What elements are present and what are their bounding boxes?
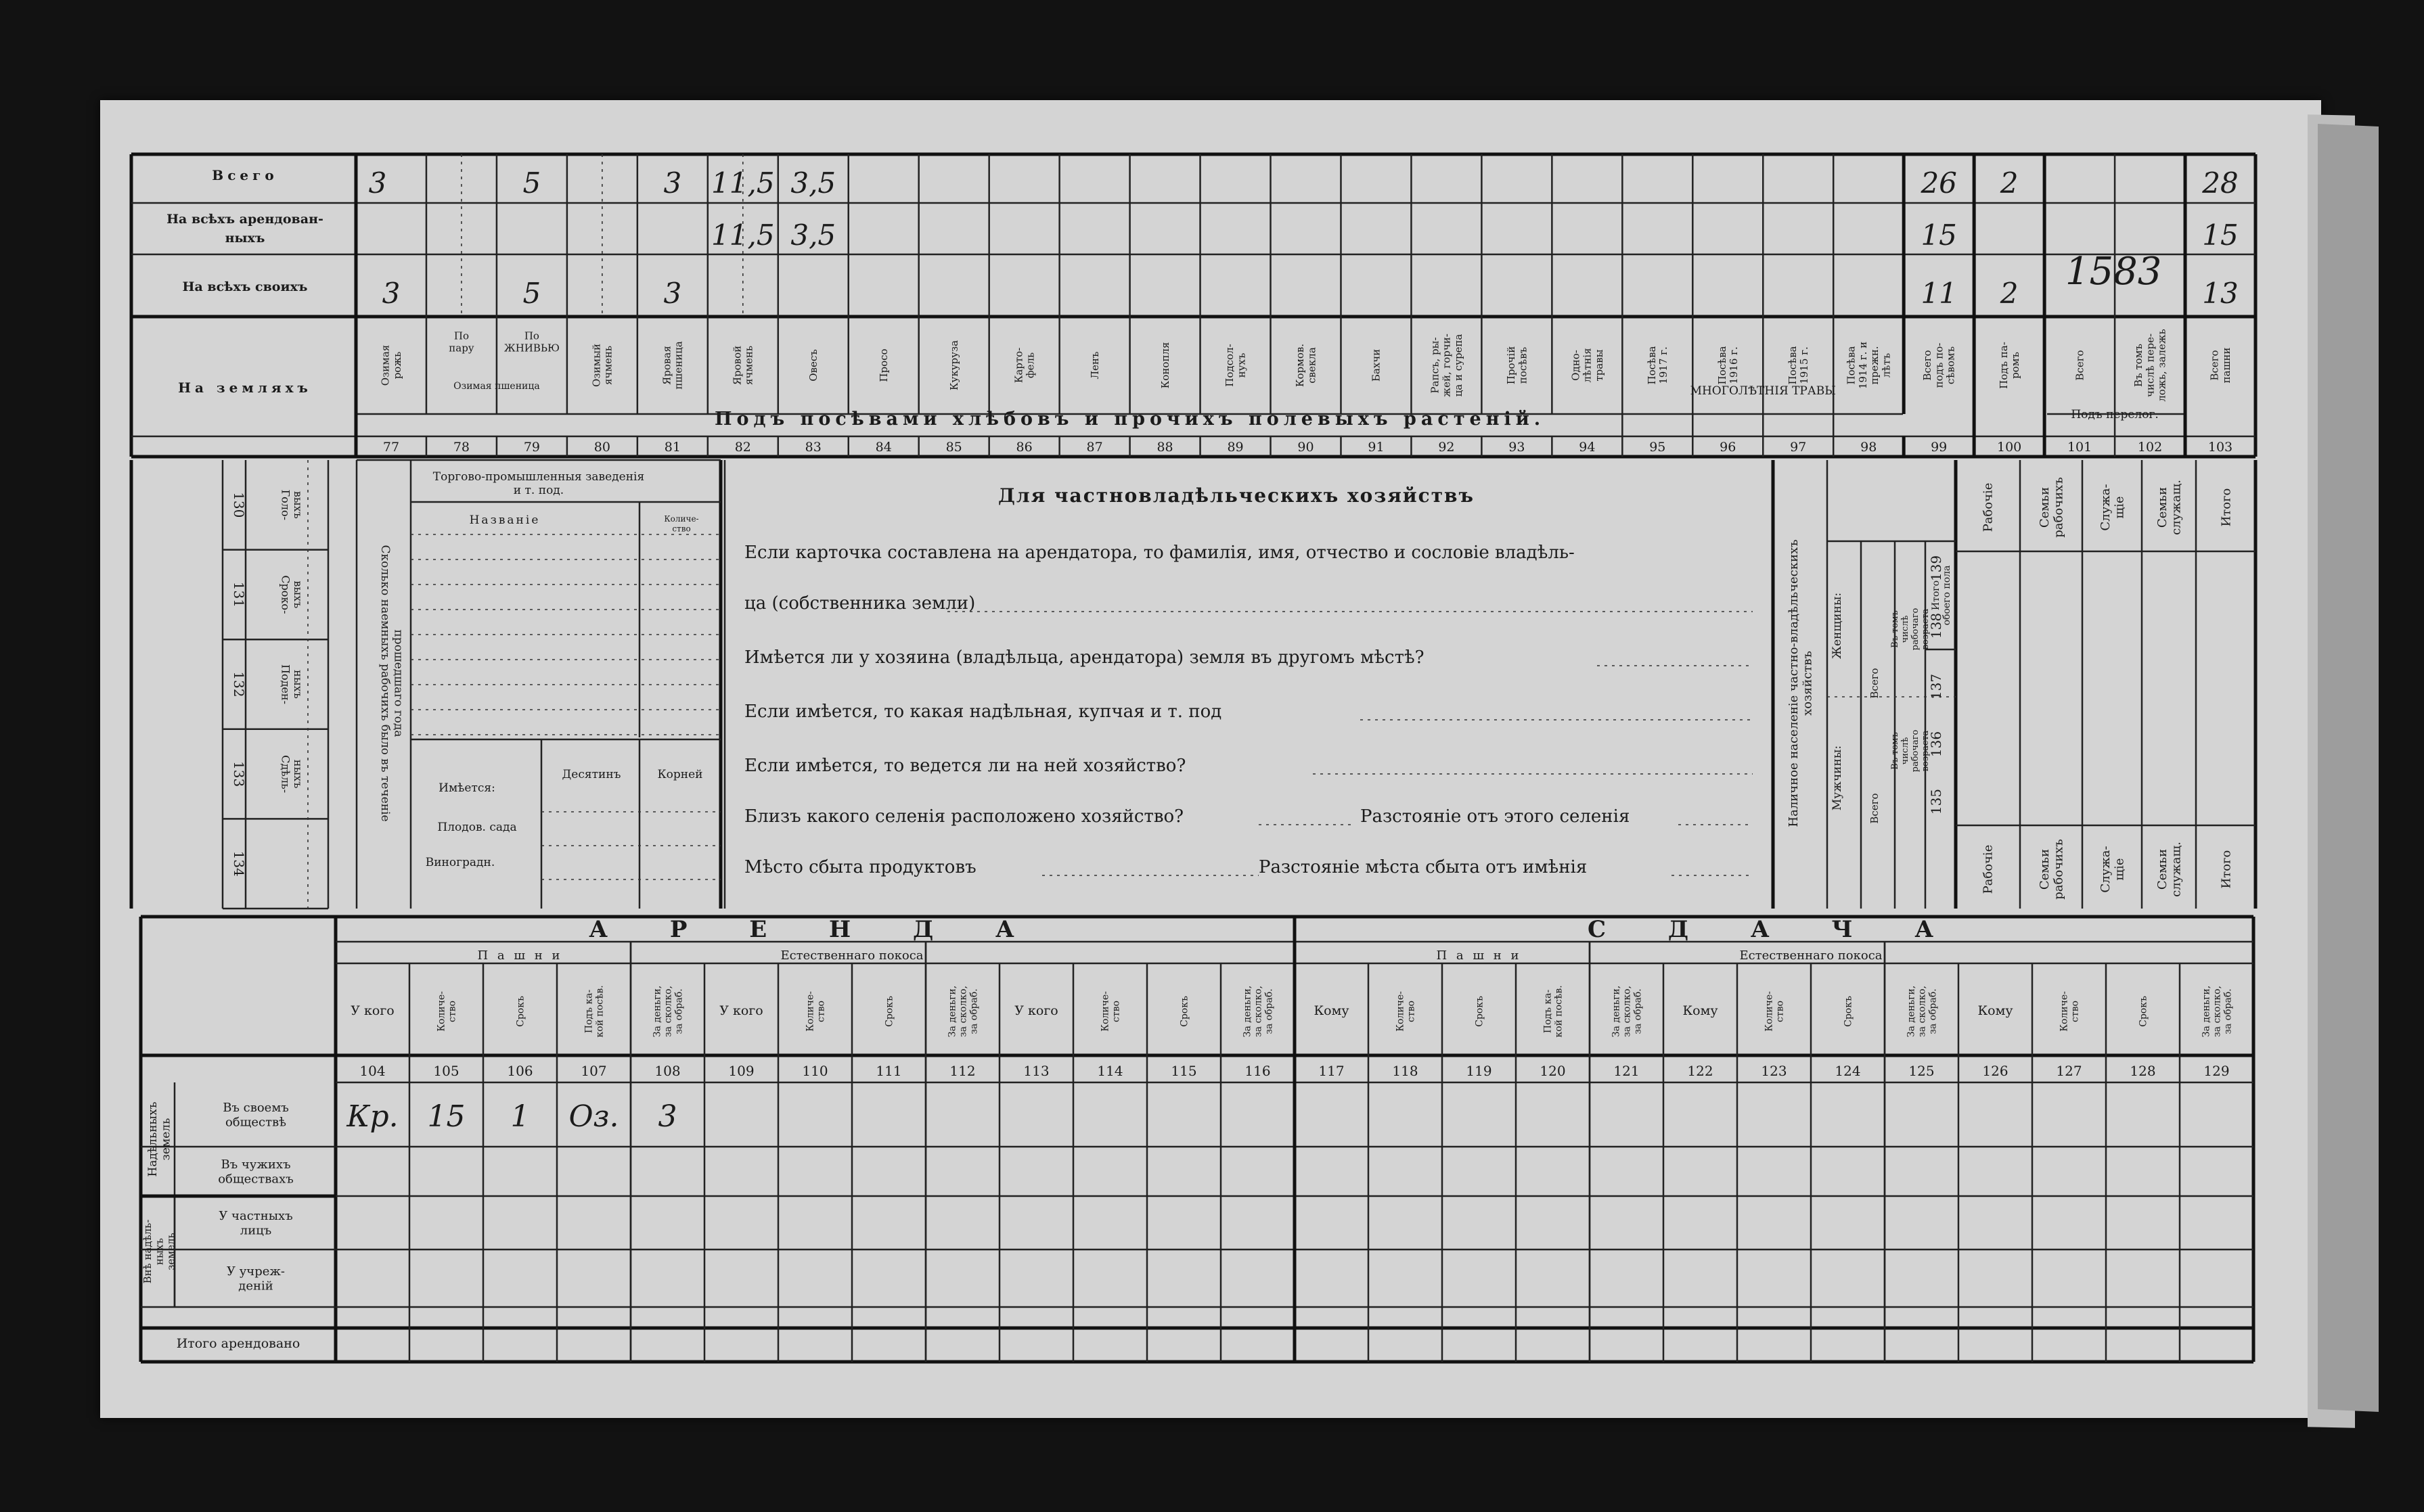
bottom-col-head: Количе- (2059, 991, 2070, 1032)
bottom-col-head: за сколко, (2212, 986, 2223, 1037)
col-head: Посѣва (1715, 346, 1728, 385)
pod-perelog: Подъ перелог. (2071, 408, 2159, 421)
right-head: щiе (2112, 496, 2127, 519)
bottom-col-num: 108 (654, 1063, 681, 1079)
bottom-col-num: 119 (1466, 1063, 1492, 1079)
sdacha-title: С Д А Ч А (1587, 916, 1961, 943)
row-label: Въ чужихъ (221, 1158, 291, 1172)
men-label: Мужчины: (1831, 745, 1844, 811)
korney: Корней (657, 768, 703, 781)
bottom-col-head: за сколко, (1916, 986, 1928, 1037)
row-label: Въ своемъ (223, 1101, 289, 1115)
bottom-col-head: Подъ ка- (583, 989, 595, 1034)
pashni-label: П а ш н и (1436, 948, 1522, 963)
handwritten-entry: 5 (522, 166, 541, 200)
vne-label: ныхъ (153, 1238, 166, 1265)
col-head: 1915 г. (1798, 346, 1811, 384)
bottom-col-head: Срокъ (1843, 996, 1854, 1027)
col-head: Озимая (379, 344, 392, 386)
handwritten-entry: 3,5 (790, 166, 836, 200)
question: Разстоянiе отъ этого селенiя (1360, 806, 1630, 827)
question: Если имѣется, то ведется ли на ней хозяйство? (744, 756, 1186, 776)
private-title: Для частновладѣльческихъ хозяйствъ (997, 484, 1475, 507)
col-head: ячмень (602, 345, 614, 386)
col-head: Подсол- (1224, 344, 1236, 387)
bottom-col-head: за обраб. (968, 988, 980, 1034)
col-head: По (524, 329, 539, 342)
col-head: Посѣва (1645, 346, 1658, 385)
col-num: 87 (1086, 440, 1103, 455)
col-num: 93 (1508, 440, 1525, 455)
left-col-num: 132 (231, 671, 247, 697)
bottom-col-num: 114 (1097, 1063, 1123, 1079)
row-label: У учреж- (226, 1264, 286, 1279)
handwritten-entry: 15 (427, 1099, 466, 1134)
col-head: 1916 г. (1728, 346, 1741, 384)
v-tom-chisle: возраста (1920, 730, 1931, 772)
pop-num: 136 (1928, 731, 1944, 758)
v-tom-chisle: числѣ (1900, 615, 1911, 643)
bottom-col-num: 111 (876, 1063, 902, 1079)
bottom-col-num: 120 (1540, 1063, 1566, 1079)
col-num: 102 (2137, 440, 2163, 455)
bottom-col-head: За деньги, (947, 985, 958, 1038)
bottom-col-head: За деньги, (2201, 985, 2212, 1038)
question: Если карточка составлена на арендатора, то фамилiя, имя, отчество и сословiе владѣль- (744, 543, 1575, 563)
col-num: 78 (453, 440, 470, 455)
handwritten-entry: 15 (1921, 219, 1957, 252)
bottom-col-head: Количе- (805, 991, 816, 1032)
col-head: Одно- (1569, 350, 1582, 381)
col-head: По (453, 329, 470, 342)
question: Разстоянiе мѣста сбыта отъ имѣнiя (1259, 857, 1588, 877)
col-head: ромъ (2009, 352, 2022, 379)
bottom-col-head: Количе- (1764, 991, 1775, 1032)
handwritten-entry: 3 (368, 166, 387, 200)
left-col-head: Сдѣль- (279, 755, 292, 794)
col-head: нухъ (1235, 352, 1248, 378)
left-col-head: ныхъ (291, 759, 305, 789)
bottom-col-head: ство (1110, 1001, 1122, 1022)
col-num: 103 (2207, 440, 2233, 455)
question: Близъ какого селенiя расположено хозяйство? (744, 806, 1184, 827)
col-head: лѣтъ (1880, 352, 1893, 378)
question: ца (собственника земли) (744, 593, 976, 614)
bottom-col-num: 123 (1761, 1063, 1787, 1079)
handwritten-entry: 3 (658, 1099, 677, 1134)
row-label: лицъ (240, 1223, 272, 1238)
bottom-col-head: кой посѣв. (594, 985, 606, 1038)
bottom-col-num: 122 (1687, 1063, 1713, 1079)
col-num: 84 (875, 440, 892, 455)
col-num: 92 (1438, 440, 1455, 455)
bottom-col-head: За деньги, (1906, 985, 1917, 1038)
v-tom-chisle: Въ томъ (1890, 610, 1901, 648)
right-head: Служа- (2098, 846, 2113, 893)
bottom-col-head: У кого (351, 1003, 395, 1018)
col-head: пшеница (672, 341, 685, 390)
bottom-col-head: за сколко, (1253, 986, 1264, 1037)
itogo-oboego: обоего пола (1941, 565, 1952, 626)
right-head: рабочихъ (2051, 839, 2066, 900)
bottom-col-head: Срокъ (1474, 996, 1485, 1027)
col-num: 88 (1157, 440, 1173, 455)
col-num: 89 (1227, 440, 1244, 455)
bottom-col-head: за обраб. (1927, 988, 1939, 1034)
bottom-col-num: 116 (1244, 1063, 1271, 1079)
col-head: Всего (2208, 350, 2221, 381)
bottom-col-num: 115 (1171, 1063, 1197, 1079)
handwritten-entry: Кр. (346, 1099, 399, 1134)
itogo-oboego: Итого (1930, 580, 1942, 611)
col-head: Подъ па- (1997, 342, 2010, 389)
right-head: Итого (2219, 488, 2234, 527)
right-head: Семьи (2155, 486, 2170, 528)
bottom-col-head: Кому (1682, 1003, 1718, 1018)
handwritten-entry: 15 (2202, 219, 2239, 252)
bottom-col-num: 124 (1835, 1063, 1861, 1079)
right-head: служащ. (2169, 842, 2184, 897)
col-num: 100 (1996, 440, 2022, 455)
bottom-col-num: 129 (2203, 1063, 2230, 1079)
trade-title: и т. под. (513, 484, 564, 498)
bottom-col-head: Количе- (1395, 991, 1406, 1032)
question: Мѣсто сбыта продуктовъ (744, 857, 977, 877)
left-col-num: 133 (231, 761, 247, 787)
bottom-col-num: 121 (1613, 1063, 1640, 1079)
handwritten-entry: Оз. (568, 1099, 619, 1134)
col-head: травы (1592, 349, 1605, 382)
row-label: обществѣ (225, 1115, 287, 1130)
bottom-col-num: 105 (433, 1063, 459, 1079)
nadel-label: Надѣльныхъ (146, 1101, 160, 1177)
left-col-head: Поден- (279, 664, 292, 704)
bottom-col-head: за обраб. (1632, 988, 1644, 1034)
right-head: Служа- (2098, 484, 2113, 531)
col-num: 95 (1649, 440, 1666, 455)
bottom-col-head: ство (447, 1001, 458, 1022)
handwritten-entry: 2 (2000, 166, 2019, 200)
bottom-col-num: 113 (1023, 1063, 1050, 1079)
col-head: посѣвъ (1517, 346, 1529, 384)
bottom-col-head: Срокъ (884, 996, 895, 1027)
itogo-arend: Итого арендовано (176, 1336, 300, 1351)
pod-posevami: Подъ посѣвами хлѣбовъ и прочихъ полевыхъ растенiй. (714, 409, 1546, 430)
bottom-col-head: за обраб. (2222, 988, 2234, 1034)
col-head: лѣтнiя (1581, 348, 1594, 383)
vsego-label: Всего (1868, 793, 1881, 824)
col-head: ЖНИВЬЮ (503, 342, 560, 354)
handwritten-entry: 11 (1921, 277, 1957, 310)
left-col-head: ныхъ (291, 670, 305, 699)
col-head: Конопля (1159, 342, 1171, 389)
est-pokosa: Естественнаго покоса (1739, 948, 1883, 963)
pop-num: 139 (1928, 555, 1944, 582)
right-head: Итого (2219, 850, 2234, 889)
vne-label: Внѣ надѣль- (141, 1219, 154, 1284)
col-head: Въ томъ (2132, 344, 2145, 387)
col-num: 81 (664, 440, 681, 455)
col-head: 1914 г. и (1856, 341, 1869, 390)
arenda-title: А Р Е Н Д А (589, 916, 1041, 943)
bottom-col-head: За деньги, (652, 985, 663, 1038)
col-num: 85 (945, 440, 962, 455)
right-head: рабочихъ (2051, 477, 2066, 538)
col-num: 98 (1860, 440, 1877, 455)
orchard: Плодов. сада (437, 821, 517, 834)
bottom-col-head: Срокъ (1179, 996, 1190, 1027)
bottom-col-head: ство (1774, 1001, 1786, 1022)
bottom-col-num: 117 (1318, 1063, 1345, 1079)
left-col-head: Голо- (279, 489, 292, 521)
bottom-col-head: за сколко, (663, 986, 674, 1037)
bottom-col-head: за сколко, (1621, 986, 1633, 1037)
bottom-col-head: Срокъ (2138, 996, 2149, 1027)
hired-caption: прошедшаго года (391, 629, 405, 737)
right-head: щiе (2112, 858, 2127, 881)
v-tom-chisle: рабочаго (1910, 729, 1921, 773)
bottom-col-head: ство (1406, 1001, 1417, 1022)
col-head: сѣвомъ (1944, 346, 1957, 385)
trade-qty: Количе- (664, 514, 699, 524)
bottom-col-head: ство (2069, 1001, 2081, 1022)
col-head: ца и сурепа (1452, 334, 1464, 397)
col-num: 90 (1297, 440, 1314, 455)
bottom-col-head: Количе- (436, 991, 447, 1032)
bottom-col-num: 106 (507, 1063, 533, 1079)
row-label-arend: На всѣхъ арендован- (166, 212, 323, 227)
col-head: подъ по- (1933, 342, 1946, 388)
v-tom-chisle: Въ томъ (1890, 732, 1901, 770)
row-label: У частныхъ (219, 1209, 293, 1223)
col-num: 94 (1579, 440, 1596, 455)
col-head: Карто- (1012, 347, 1025, 384)
bottom-col-num: 104 (359, 1063, 386, 1079)
bottom-col-num: 127 (2056, 1063, 2082, 1079)
right-head: Рабочiе (1981, 844, 1996, 894)
est-pokosa: Естественнаго покоса (780, 948, 924, 963)
bottom-col-head: за сколко, (958, 986, 969, 1037)
col-num: 101 (2067, 440, 2092, 455)
right-head: Семьи (2155, 848, 2170, 890)
bottom-col-head: Срокъ (515, 996, 526, 1027)
col-head: Бахчи (1370, 348, 1383, 382)
handwritten-entry: 1 (510, 1099, 530, 1134)
handwritten-entry: 11,5 (711, 166, 775, 200)
col-head: Кукуруза (947, 340, 960, 391)
bottom-col-head: ство (815, 1001, 827, 1022)
ozimaya-pshenitsa: Озимая пшеница (453, 381, 540, 392)
col-head: Всего (1921, 350, 1934, 381)
bottom-col-head: Подъ ка- (1542, 989, 1554, 1034)
bottom-col-num: 107 (581, 1063, 607, 1079)
hired-caption: Сколько наемныхъ рабочихъ было въ теченiе (378, 545, 392, 822)
bottom-col-head: кой посѣв. (1553, 985, 1565, 1038)
col-num: 83 (805, 440, 822, 455)
row-label-arend: ныхъ (225, 231, 265, 246)
desyatin: Десятинъ (562, 768, 621, 781)
vne-label: земель (164, 1233, 177, 1270)
col-head: ложь, залежь (2155, 329, 2168, 402)
col-head: Яровая (660, 346, 673, 385)
handwritten-entry: 11,5 (711, 219, 775, 252)
bottom-col-num: 112 (949, 1063, 976, 1079)
v-tom-chisle: числѣ (1900, 737, 1911, 765)
right-head: Семьи (2037, 486, 2052, 528)
handwritten-entry: 2 (2000, 277, 2019, 310)
question: Если имѣется, то какая надѣльная, купчая и т. под (744, 702, 1222, 722)
mnogoletnie: МНОГОЛѢТНIЯ ТРАВЫ (1690, 384, 1836, 398)
question: Имѣется ли у хозяина (владѣльца, арендатора) земля въ другомъ мѣстѣ? (744, 647, 1424, 668)
col-head: фель (1024, 352, 1037, 379)
col-num: 80 (593, 440, 610, 455)
col-head: Посѣва (1845, 346, 1858, 385)
has-label: Имѣется: (439, 781, 495, 795)
v-tom-chisle: возраста (1920, 608, 1931, 650)
left-col-num: 134 (231, 850, 247, 877)
col-head: Просо (877, 348, 890, 382)
col-head: Озимый (590, 343, 603, 388)
bottom-col-head: За деньги, (1242, 985, 1253, 1038)
handwritten-entry: 13 (2202, 277, 2239, 310)
col-num: 79 (523, 440, 541, 455)
vineyard: Виноградн. (425, 856, 495, 869)
row-label-svoikh: На всѣхъ своихъ (182, 279, 308, 294)
col-head: числѣ пере- (2144, 333, 2157, 398)
women-label: Женщины: (1831, 592, 1844, 660)
trade-name: Названiе (469, 513, 541, 527)
handwritten-entry: 1583 (2065, 250, 2162, 294)
col-head: Рапсъ, ры- (1429, 337, 1441, 394)
col-num: 96 (1720, 440, 1736, 455)
row-label-zemli: На земляхъ (178, 380, 312, 396)
bottom-col-head: Кому (1977, 1003, 2013, 1018)
bottom-col-head: за обраб. (1263, 988, 1275, 1034)
row-label-vsego: Всего (212, 167, 278, 183)
col-head: пашни (2220, 347, 2232, 384)
handwritten-entry: 3 (663, 166, 682, 200)
bottom-col-head: Кому (1314, 1003, 1349, 1018)
pashni-label: П а ш н и (477, 948, 563, 963)
row-label: обществахъ (218, 1172, 294, 1187)
nadel-label: земель (159, 1118, 173, 1161)
col-num: 99 (1931, 440, 1948, 455)
pop-num: 137 (1928, 673, 1944, 700)
handwritten-entry: 28 (2202, 166, 2239, 200)
population-caption: Наличное населенiе частно-владѣльческихъ (1786, 539, 1801, 827)
col-head: Посѣва (1786, 346, 1799, 385)
col-head: Всего (2073, 350, 2086, 381)
handwritten-entry: 26 (1921, 166, 1957, 200)
trade-title: Торгово-промышленныя заведенiя (432, 469, 645, 484)
bottom-col-num: 118 (1392, 1063, 1418, 1079)
col-head: 1917 г. (1657, 346, 1670, 384)
col-num: 97 (1790, 440, 1807, 455)
handwritten-entry: 5 (522, 277, 541, 310)
col-num: 91 (1368, 440, 1385, 455)
handwritten-entry: 3,5 (790, 219, 836, 252)
right-head: служащ. (2169, 480, 2184, 535)
bottom-col-head: Количе- (1100, 991, 1111, 1032)
v-tom-chisle: рабочаго (1910, 608, 1921, 651)
col-head: Ленъ (1088, 351, 1101, 380)
col-head: рожь (390, 351, 403, 380)
handwritten-entry: 3 (382, 277, 401, 310)
handwritten-entry: 3 (663, 277, 682, 310)
pop-num: 138 (1928, 612, 1944, 639)
population-caption: хозяйствъ (1800, 651, 1815, 716)
right-head: Рабочiе (1981, 482, 1996, 532)
left-col-head: выхъ (291, 580, 305, 609)
trade-qty: ство (672, 524, 691, 534)
bottom-col-num: 125 (1908, 1063, 1935, 1079)
col-head: жей, горчи- (1440, 334, 1453, 397)
bottom-col-head: У кого (1014, 1003, 1058, 1018)
right-head: Семьи (2037, 848, 2052, 890)
bottom-col-num: 128 (2130, 1063, 2156, 1079)
bottom-col-num: 110 (802, 1063, 828, 1079)
col-head: Прочiй (1505, 346, 1518, 385)
col-head: Яровой (731, 345, 744, 386)
vsego-label: Всего (1868, 668, 1881, 699)
bottom-col-head: за обраб. (673, 988, 685, 1034)
col-num: 86 (1016, 440, 1033, 455)
col-head: ячмень (742, 345, 755, 386)
left-col-head: Сроко- (279, 575, 292, 614)
left-col-num: 130 (231, 492, 247, 518)
bottom-col-head: У кого (719, 1003, 763, 1018)
col-head: Овесъ (807, 349, 820, 382)
col-num: 77 (382, 440, 400, 455)
left-col-head: выхъ (291, 490, 305, 519)
col-head: прежн. (1868, 346, 1881, 385)
col-head: Кормов. (1294, 343, 1307, 388)
left-col-num: 131 (231, 581, 247, 608)
col-head: пару (449, 342, 474, 354)
row-label: денiй (238, 1279, 273, 1293)
col-num: 82 (734, 440, 751, 455)
col-head: свекла (1305, 347, 1318, 384)
bottom-col-num: 126 (1982, 1063, 2008, 1079)
bottom-col-num: 109 (728, 1063, 755, 1079)
pop-num: 135 (1928, 788, 1944, 815)
bottom-col-head: За деньги, (1611, 985, 1622, 1038)
